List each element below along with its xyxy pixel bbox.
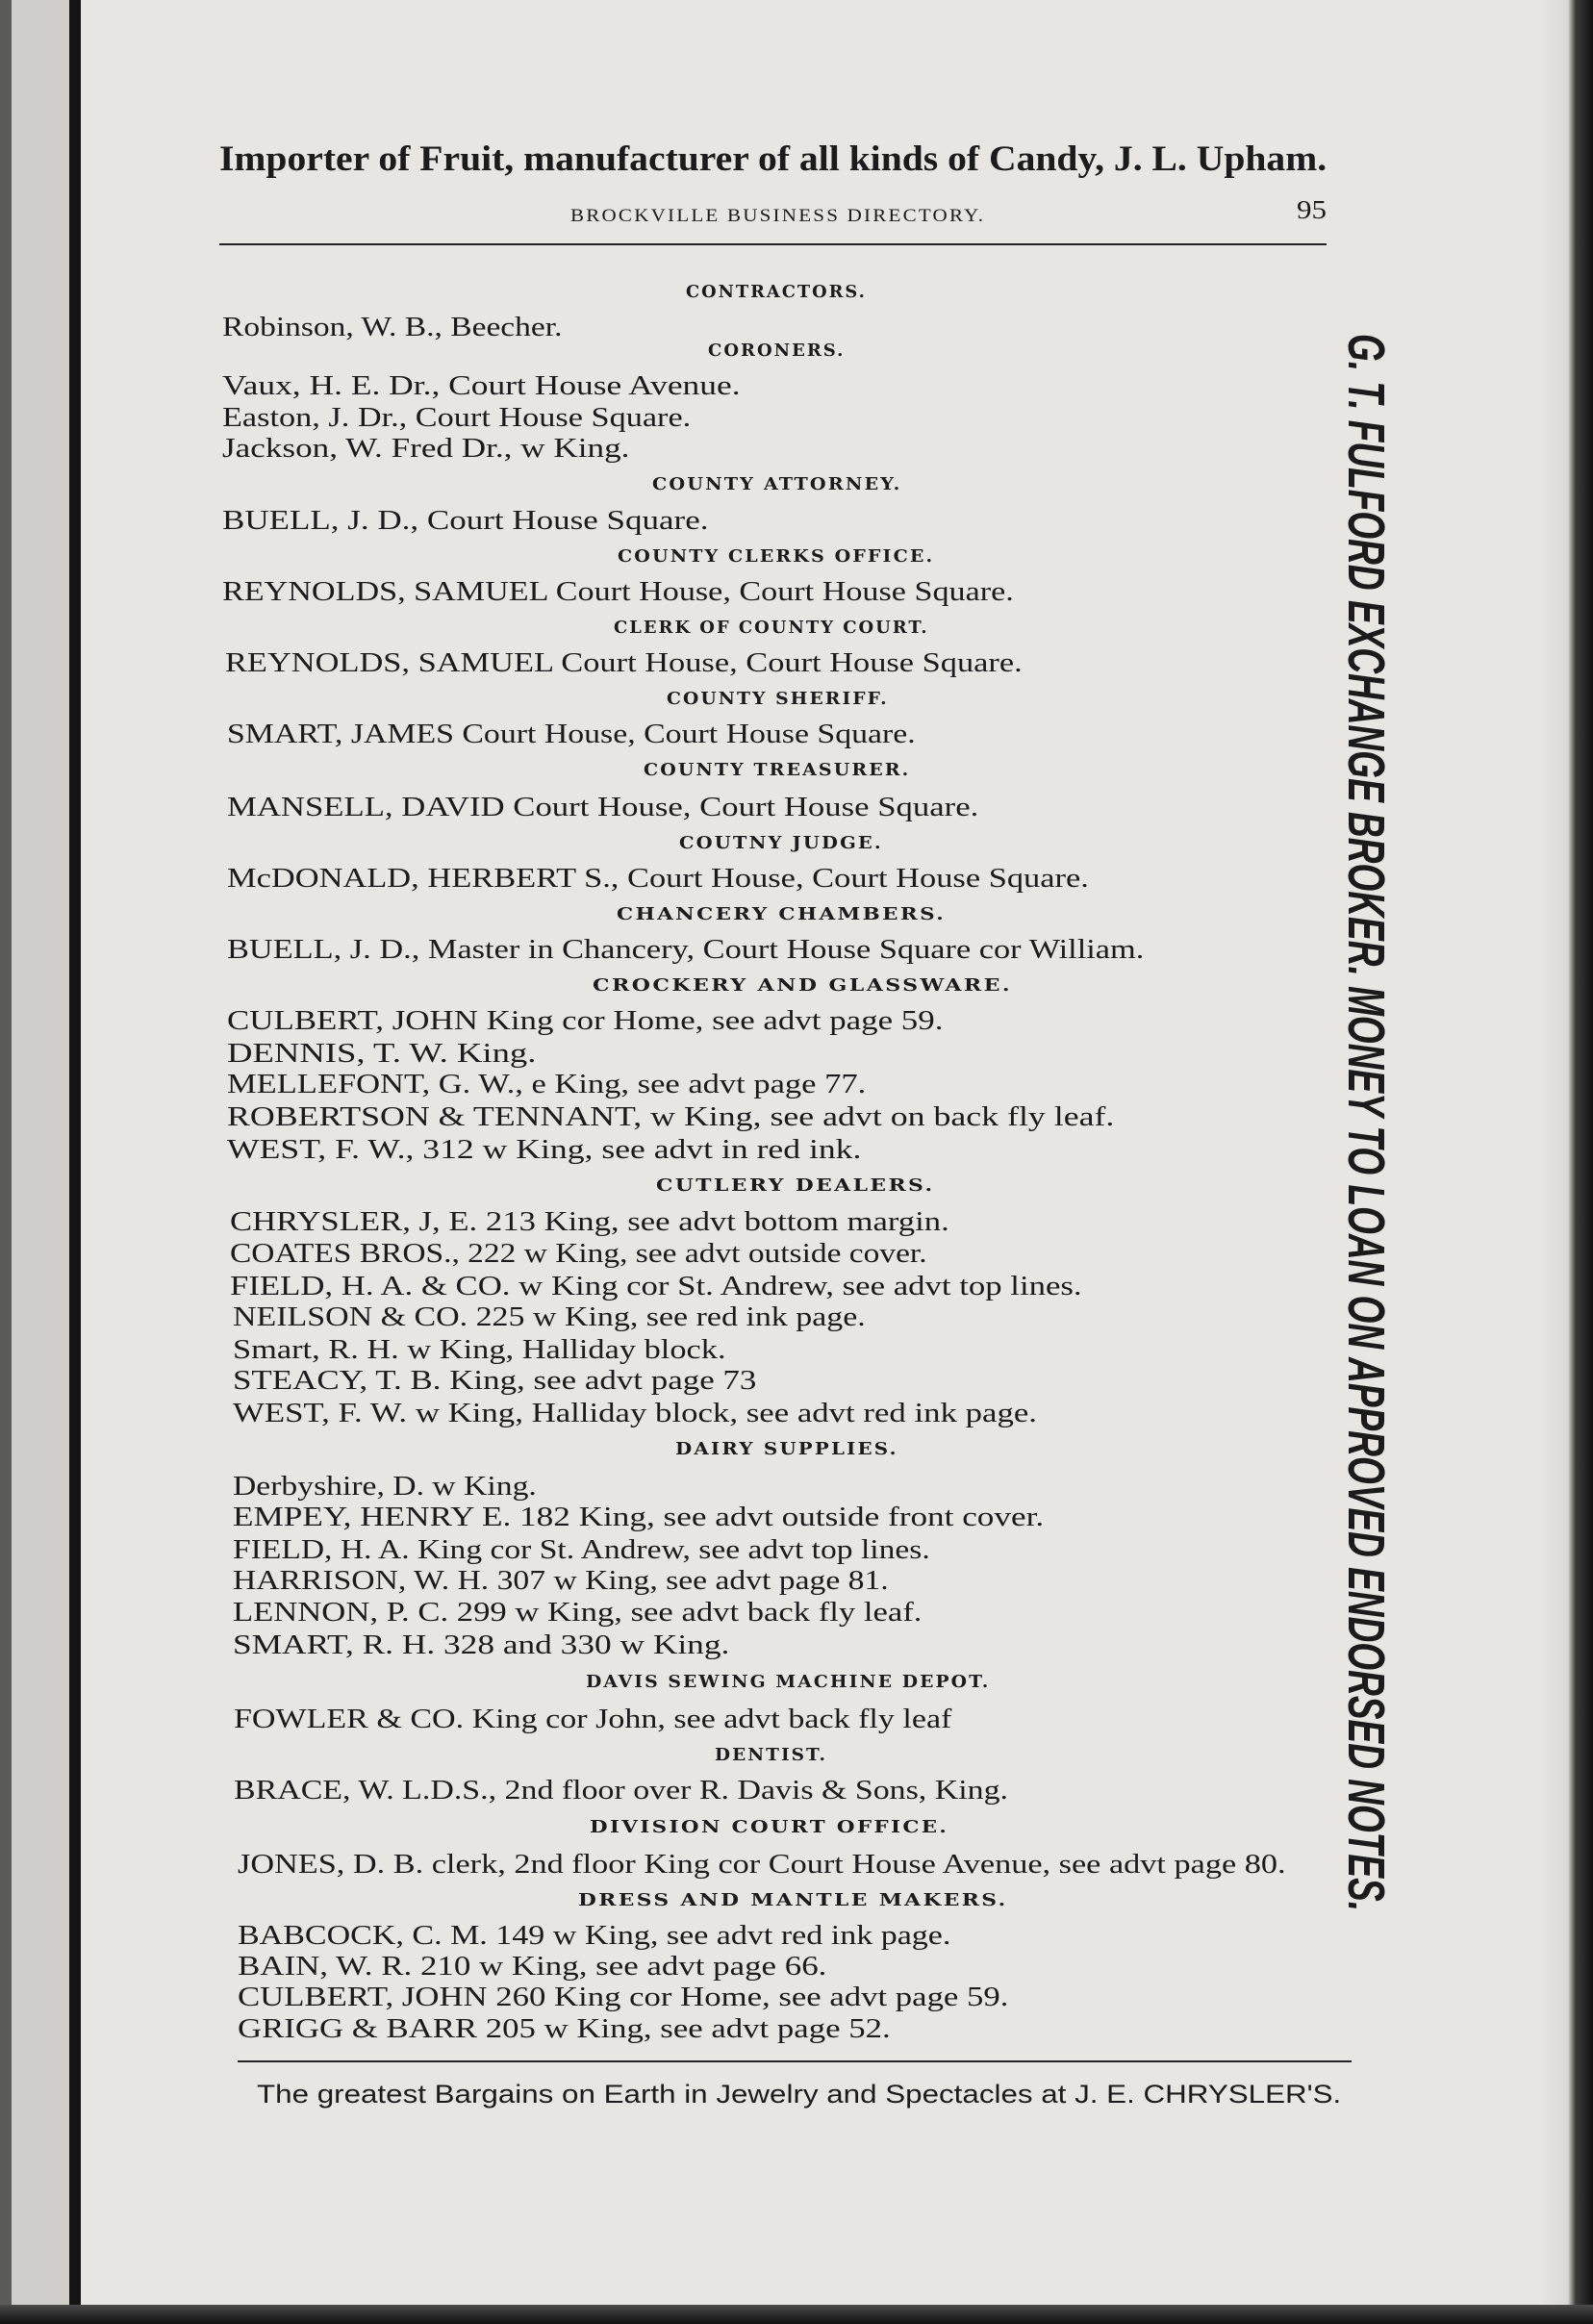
- directory-entry: HARRISON, W. H. 307 w King, see advt page 81.: [233, 1566, 889, 1596]
- directory-entry: GRIGG & BARR 205 w King, see advt page 52.: [238, 2014, 891, 2044]
- directory-entry: STEACY, T. B. King, see advt page 73: [233, 1366, 757, 1396]
- directory-entry: ROBERTSON & TENNANT, w King, see advt on back fly leaf.: [227, 1102, 1115, 1132]
- section-heading: DAVIS SEWING MACHINE DEPOT.: [586, 1672, 991, 1692]
- side-advert: G. T. FULFORD EXCHANGE BROKER. MONEY TO LOAN ON APPROVED ENDORSED NOTES.: [1337, 334, 1395, 1912]
- header-rule: [219, 243, 1327, 245]
- directory-entry: MANSELL, DAVID Court House, Court House Square.: [227, 793, 979, 822]
- directory-entry: SMART, JAMES Court House, Court House Square.: [227, 720, 916, 749]
- section-heading: CROCKERY AND GLASSWARE.: [593, 975, 1013, 996]
- directory-entry: SMART, R. H. 328 and 330 w King.: [233, 1630, 730, 1660]
- scan-edge-bottom: [0, 2305, 1593, 2324]
- section-heading: CORONERS.: [708, 341, 846, 361]
- scan-edge-left: [0, 0, 12, 2324]
- directory-entry: Easton, J. Dr., Court House Square.: [222, 403, 692, 433]
- directory-entry: Robinson, W. B., Beecher.: [222, 313, 563, 342]
- footer-advert: The greatest Bargains on Earth in Jewelry and Spectacles at J. E. CHRYSLER'S.: [257, 2080, 1342, 2109]
- directory-entry: BRACE, W. L.D.S., 2nd floor over R. Davis & Sons, King.: [234, 1776, 1009, 1806]
- directory-entry: DENNIS, T. W. King.: [227, 1039, 537, 1069]
- directory-entry: WEST, F. W. w King, Halliday block, see advt red ink page.: [233, 1399, 1038, 1428]
- directory-entry: NEILSON & CO. 225 w King, see red ink page.: [233, 1302, 866, 1332]
- directory-entry: FIELD, H. A. King cor St. Andrew, see advt top lines.: [233, 1535, 930, 1565]
- footer-rule: [238, 2060, 1352, 2062]
- directory-entry: Smart, R. H. w King, Halliday block.: [233, 1335, 726, 1365]
- section-heading: COUNTY TREASURER.: [644, 760, 911, 780]
- directory-entry: REYNOLDS, SAMUEL Court House, Court House Square.: [222, 577, 1014, 607]
- directory-entry: Jackson, W. Fred Dr., w King.: [222, 434, 630, 464]
- directory-entry: MELLEFONT, G. W., e King, see advt page 77.: [227, 1070, 867, 1099]
- directory-entry: CULBERT, JOHN 260 King cor Home, see advt page 59.: [238, 1983, 1009, 2012]
- directory-entry: Derbyshire, D. w King.: [233, 1472, 537, 1502]
- directory-entry: WEST, F. W., 312 w King, see advt in red ink.: [227, 1135, 862, 1165]
- section-heading: CONTRACTORS.: [686, 282, 867, 302]
- section-heading: COUTNY JUDGE.: [679, 833, 883, 853]
- directory-entry: BUELL, J. D., Master in Chancery, Court House Square cor William.: [227, 935, 1145, 965]
- section-heading: CHANCERY CHAMBERS.: [617, 904, 947, 924]
- directory-entry: Vaux, H. E. Dr., Court House Avenue.: [222, 371, 741, 401]
- scan-edge-right: [1539, 0, 1593, 2324]
- directory-entry: FOWLER & CO. King cor John, see advt back fly leaf: [234, 1705, 952, 1734]
- scan-margin-left: [12, 0, 69, 2324]
- running-title: BROCKVILLE BUSINESS DIRECTORY.: [570, 206, 986, 226]
- directory-entry: REYNOLDS, SAMUEL Court House, Court House Square.: [225, 648, 1023, 678]
- header-advert: Importer of Fruit, manufacturer of all kinds of Candy, J. L. Upham.: [219, 139, 1328, 179]
- directory-entry: JONES, D. B. clerk, 2nd floor King cor Court House Avenue, see advt page 80.: [238, 1850, 1286, 1880]
- directory-entry: EMPEY, HENRY E. 182 King, see advt outside front cover.: [233, 1503, 1045, 1532]
- binding-line: [69, 0, 81, 2324]
- directory-entry: CULBERT, JOHN King cor Home, see advt page 59.: [227, 1006, 944, 1036]
- section-heading: DENTIST.: [715, 1745, 827, 1765]
- section-heading: COUNTY CLERKS OFFICE.: [618, 546, 935, 567]
- directory-entry: COATES BROS., 222 w King, see advt outside cover.: [230, 1239, 927, 1269]
- directory-entry: McDONALD, HERBERT S., Court House, Court House Square.: [227, 864, 1089, 894]
- directory-entry: BABCOCK, C. M. 149 w King, see advt red ink page.: [238, 1921, 951, 1951]
- directory-entry: LENNON, P. C. 299 w King, see advt back fly leaf.: [233, 1598, 923, 1628]
- directory-entry: CHRYSLER, J, E. 213 King, see advt bottom margin.: [230, 1207, 949, 1237]
- section-heading: COUNTY SHERIFF.: [667, 689, 889, 709]
- section-heading: CLERK OF COUNTY COURT.: [614, 618, 929, 638]
- directory-entry: BUELL, J. D., Court House Square.: [222, 506, 709, 536]
- directory-entry: BAIN, W. R. 210 w King, see advt page 66.: [238, 1952, 827, 1982]
- section-heading: DIVISION COURT OFFICE.: [590, 1817, 949, 1837]
- section-heading: DAIRY SUPPLIES.: [675, 1439, 898, 1459]
- directory-entry: FIELD, H. A. & CO. w King cor St. Andrew, see advt top lines.: [230, 1272, 1082, 1301]
- section-heading: COUNTY ATTORNEY.: [652, 474, 902, 494]
- section-heading: CUTLERY DEALERS.: [656, 1175, 935, 1196]
- section-heading: DRESS AND MANTLE MAKERS.: [578, 1890, 1008, 1910]
- page-number: 95: [1297, 195, 1327, 224]
